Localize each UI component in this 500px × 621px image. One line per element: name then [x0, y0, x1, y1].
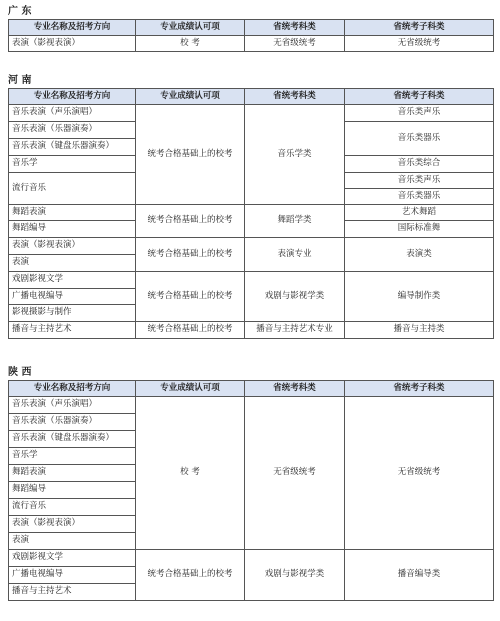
subcategory-stack	[345, 173, 494, 205]
table-row	[9, 397, 494, 414]
major-cell: 播音与主持艺术	[9, 322, 136, 339]
header-subcategory: 省统考子科类	[345, 89, 494, 105]
major-cell: 播音与主持艺术	[9, 584, 136, 601]
major-cell: 表演	[9, 533, 136, 550]
table-row	[9, 205, 494, 221]
subcategory-cell: 表演类	[345, 238, 494, 272]
major-cell: 舞蹈编导	[9, 482, 136, 499]
recognition-cell: 校 考	[136, 397, 245, 550]
table-shaanxi	[8, 380, 494, 601]
subcategory-cell: 音乐类声乐	[397, 174, 441, 185]
header-recognition: 专业成绩认可项	[136, 89, 245, 105]
major-cell: 流行音乐	[9, 173, 136, 205]
header-subcategory: 省统考子科类	[345, 381, 494, 397]
subcategory-cell: 编导制作类	[345, 272, 494, 322]
major-cell: 音乐表演（声乐演唱）	[9, 397, 136, 414]
major-cell: 音乐表演（键盘乐器演奏）	[9, 139, 136, 156]
category-cell: 表演专业	[245, 238, 345, 272]
subcategory-cell: 国际标准舞	[345, 221, 494, 238]
major-cell: 舞蹈编导	[9, 221, 136, 238]
major-cell: 音乐学	[9, 448, 136, 465]
table-row	[9, 105, 494, 122]
subcategory-cell: 音乐类综合	[345, 156, 494, 173]
major-cell: 舞蹈表演	[9, 205, 136, 221]
subcategory-cell: 艺术舞蹈	[345, 205, 494, 221]
header-major: 专业名称及招考方向	[9, 381, 136, 397]
major-cell: 广播电视编导	[9, 567, 136, 584]
table-header-row	[9, 20, 494, 36]
major-cell: 表演（影视表演）	[9, 516, 136, 533]
table-guangdong	[8, 19, 494, 52]
table-row	[9, 272, 494, 289]
category-cell: 戏剧与影视学类	[245, 272, 345, 322]
subcategory-cell: 音乐类声乐	[345, 105, 494, 122]
category-cell: 戏剧与影视学类	[245, 550, 345, 601]
category-cell: 音乐学类	[245, 105, 345, 205]
recognition-cell: 统考合格基础上的校考	[136, 550, 245, 601]
category-cell: 播音与主持艺术专业	[245, 322, 345, 339]
recognition-cell: 统考合格基础上的校考	[136, 272, 245, 322]
subcategory-cell: 播音编导类	[345, 550, 494, 601]
table-row	[9, 238, 494, 255]
recognition-cell: 统考合格基础上的校考	[136, 105, 245, 205]
major-cell: 表演（影视表演）	[9, 36, 136, 52]
major-cell: 舞蹈表演	[9, 465, 136, 482]
table-row	[9, 550, 494, 567]
category-cell: 舞蹈学类	[245, 205, 345, 238]
major-cell: 戏剧影视文学	[9, 550, 136, 567]
major-cell: 音乐表演（键盘乐器演奏）	[9, 431, 136, 448]
table-row	[9, 36, 494, 52]
category-cell: 无省级统考	[245, 36, 345, 52]
header-subcategory: 省统考子科类	[345, 20, 494, 36]
category-cell: 无省级统考	[245, 397, 345, 550]
major-cell: 表演	[9, 255, 136, 272]
major-cell: 音乐表演（乐器演奏）	[9, 414, 136, 431]
major-cell: 广播电视编导	[9, 289, 136, 305]
table-header-row	[9, 89, 494, 105]
recognition-cell: 统考合格基础上的校考	[136, 322, 245, 339]
major-cell: 音乐表演（声乐演唱）	[9, 105, 136, 122]
header-category: 省统考科类	[245, 89, 345, 105]
header-major: 专业名称及招考方向	[9, 89, 136, 105]
header-category: 省统考科类	[245, 20, 345, 36]
header-recognition: 专业成绩认可项	[136, 20, 245, 36]
major-cell: 音乐表演（乐器演奏）	[9, 122, 136, 139]
subcategory-cell: 音乐类器乐	[345, 188, 493, 204]
major-cell: 戏剧影视文学	[9, 272, 136, 289]
major-cell: 流行音乐	[9, 499, 136, 516]
region-title-shaanxi: 陕 西	[8, 367, 32, 378]
major-cell: 表演（影视表演）	[9, 238, 136, 255]
header-recognition: 专业成绩认可项	[136, 381, 245, 397]
subcategory-cell: 音乐类器乐	[345, 122, 494, 156]
table-row	[9, 322, 494, 339]
major-cell: 影视摄影与制作	[9, 305, 136, 322]
recognition-cell: 统考合格基础上的校考	[136, 238, 245, 272]
header-major: 专业名称及招考方向	[9, 20, 136, 36]
region-title-guangdong: 广 东	[8, 6, 32, 17]
subcategory-cell: 无省级统考	[345, 397, 494, 550]
recognition-cell: 统考合格基础上的校考	[136, 205, 245, 238]
table-henan	[8, 88, 494, 339]
subcategory-cell: 无省级统考	[345, 36, 494, 52]
table-header-row	[9, 381, 494, 397]
recognition-cell: 校 考	[136, 36, 245, 52]
region-title-henan: 河 南	[8, 75, 32, 86]
header-category: 省统考科类	[245, 381, 345, 397]
subcategory-cell: 播音与主持类	[345, 322, 494, 339]
major-cell: 音乐学	[9, 156, 136, 173]
